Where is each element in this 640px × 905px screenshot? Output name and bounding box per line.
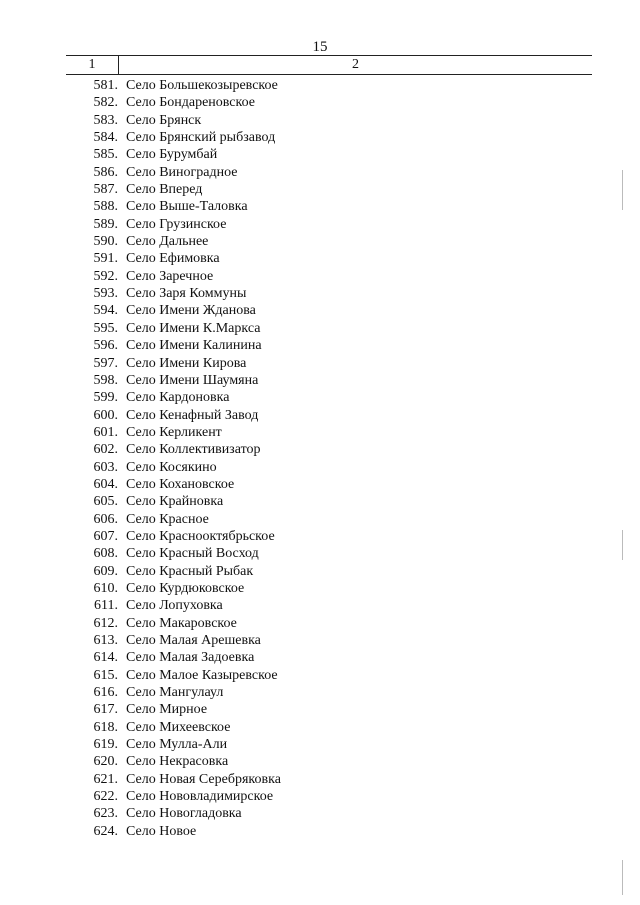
row-number: 619.	[93, 737, 118, 753]
settlement-name: Село Большекозыревское	[126, 78, 278, 93]
row-number: 600.	[93, 407, 118, 423]
row-number: 583.	[93, 112, 118, 128]
table-row	[66, 580, 592, 597]
settlement-name: Село Мангулаул	[126, 685, 224, 701]
row-number: 598.	[93, 372, 118, 388]
row-number: 607.	[93, 528, 118, 544]
row-number: 601.	[93, 424, 118, 440]
table-row	[66, 615, 592, 632]
row-number: 585.	[93, 147, 118, 163]
settlement-list	[66, 77, 592, 840]
row-number: 589.	[93, 216, 118, 232]
settlement-name: Село Некрасовка	[126, 754, 229, 770]
row-number: 611.	[94, 598, 118, 614]
row-number: 612.	[93, 615, 118, 631]
settlement-name: Село Вперед	[126, 182, 203, 198]
settlement-name: Село Малое Казыревское	[126, 667, 278, 683]
row-number: 623.	[93, 806, 118, 822]
table-row	[66, 129, 592, 146]
table-row	[66, 198, 592, 215]
settlement-name: Село Новогладовка	[126, 806, 242, 822]
table-row	[66, 805, 592, 822]
table-row	[66, 216, 592, 233]
row-number: 599.	[93, 390, 118, 406]
row-number: 617.	[93, 702, 118, 718]
settlement-name: Село Брянский рыбзавод	[126, 130, 276, 146]
table-row	[66, 372, 592, 389]
table-row	[66, 719, 592, 736]
table-row	[66, 823, 592, 840]
settlement-name: Село Курдюковское	[126, 580, 245, 596]
table-row	[66, 181, 592, 198]
table-row	[66, 753, 592, 770]
row-number: 593.	[93, 286, 118, 302]
table-row	[66, 112, 592, 129]
header-col-2: 2	[352, 57, 359, 72]
row-number: 613.	[93, 633, 118, 648]
table-row	[66, 320, 592, 337]
settlement-name: Село Красный Восход	[126, 546, 259, 562]
row-number: 594.	[93, 303, 118, 319]
table-row	[66, 407, 592, 424]
row-number: 588.	[93, 199, 118, 215]
scan-artifact	[622, 860, 623, 895]
settlement-name: Село Заречное	[126, 268, 214, 284]
settlement-name: Село Красный Рыбак	[126, 563, 254, 579]
settlement-name: Село Имени Калинина	[126, 338, 262, 354]
table-row	[66, 146, 592, 163]
settlement-name: Село Нововладимирское	[126, 789, 274, 805]
settlement-name: Село Крайновка	[126, 494, 224, 510]
page-number: 15	[312, 39, 328, 55]
settlement-name: Село Краснооктябрьское	[126, 528, 275, 544]
settlement-name: Село Малая Задоевка	[126, 650, 255, 666]
table-row	[66, 597, 592, 614]
settlement-name: Село Имени Жданова	[126, 303, 256, 319]
row-number: 604.	[93, 476, 118, 492]
settlement-name: Село Имени Кирова	[126, 355, 247, 371]
table-row	[66, 285, 592, 302]
table-row	[66, 424, 592, 441]
table-row	[66, 94, 592, 111]
settlement-name: Село Мирное	[126, 702, 208, 718]
scan-artifact	[622, 170, 623, 210]
row-number: 605.	[93, 494, 118, 510]
settlement-name: Село Имени Шаумяна	[126, 372, 259, 388]
row-number: 615.	[93, 667, 118, 683]
row-number: 608.	[93, 546, 118, 562]
settlement-name: Село Макаровское	[126, 615, 237, 631]
row-number: 590.	[93, 234, 118, 250]
row-number: 609.	[93, 563, 118, 579]
settlement-name: Село Бондареновское	[126, 95, 256, 111]
table-row	[66, 563, 592, 580]
settlement-name: Село Новая Серебряковка	[126, 771, 281, 787]
scan-artifact	[622, 530, 623, 560]
row-number: 602.	[93, 442, 118, 458]
row-number: 597.	[93, 355, 118, 371]
settlement-name: Село Михеевское	[126, 719, 231, 735]
row-number: 587.	[93, 182, 118, 198]
row-number: 603.	[93, 459, 118, 475]
table-row	[66, 268, 592, 285]
settlement-name: Село Бурумбай	[126, 147, 218, 163]
row-number: 621.	[93, 771, 118, 787]
settlement-name: Село Грузинское	[126, 216, 227, 232]
table-row	[66, 250, 592, 267]
settlement-name: Село Ефимовка	[126, 251, 220, 267]
table-row	[66, 459, 592, 476]
settlement-name: Село Коллективизатор	[126, 442, 261, 458]
header-col-1: 1	[66, 56, 119, 74]
row-number: 595.	[93, 320, 118, 336]
settlement-name: Село Брянск	[126, 112, 202, 128]
table-row	[66, 684, 592, 701]
table-row	[66, 632, 592, 649]
table-row	[66, 736, 592, 753]
row-number: 592.	[93, 268, 118, 284]
settlement-name: Село Красное	[126, 511, 209, 527]
table-row	[66, 493, 592, 510]
row-number: 622.	[93, 789, 118, 805]
row-number: 581.	[93, 78, 118, 93]
settlement-name: Село Косякино	[126, 459, 217, 475]
table-row	[66, 788, 592, 805]
table-row	[66, 389, 592, 406]
settlement-name: Село Новое	[126, 823, 197, 839]
table-row	[66, 649, 592, 666]
row-number: 584.	[93, 130, 118, 146]
row-number: 616.	[93, 685, 118, 701]
table-row	[66, 355, 592, 372]
row-number: 596.	[93, 338, 118, 354]
settlement-name: Село Кенафный Завод	[126, 407, 259, 423]
row-number: 610.	[93, 580, 118, 596]
settlement-name: Село Мулла-Али	[126, 737, 228, 753]
settlement-name: Село Керликент	[126, 424, 222, 440]
row-number: 606.	[93, 511, 118, 527]
settlement-name: Село Кохановское	[126, 476, 235, 492]
settlement-name: Село Кардоновка	[126, 390, 230, 406]
table-row	[66, 441, 592, 458]
table-row	[66, 302, 592, 319]
row-number: 624.	[93, 823, 118, 839]
row-number: 582.	[93, 95, 118, 111]
row-number: 586.	[93, 164, 118, 180]
settlement-name: Село Малая Арешевка	[126, 633, 261, 648]
table-row	[66, 233, 592, 250]
settlement-name: Село Лопуховка	[126, 598, 223, 614]
table-row	[66, 667, 592, 684]
settlement-name: Село Дальнее	[126, 234, 209, 250]
table-row	[66, 337, 592, 354]
row-number: 614.	[93, 650, 118, 666]
table-row	[66, 528, 592, 545]
settlement-name: Село Выше-Таловка	[126, 199, 248, 215]
settlement-name: Село Заря Коммуны	[126, 286, 247, 302]
row-number: 620.	[93, 754, 118, 770]
row-number: 618.	[93, 719, 118, 735]
table-row	[66, 511, 592, 528]
table-row	[66, 545, 592, 562]
settlement-name: Село Имени К.Маркса	[126, 320, 261, 336]
table-row	[66, 77, 592, 94]
row-number: 591.	[93, 251, 118, 267]
table-row	[66, 771, 592, 788]
table-header	[66, 55, 592, 75]
table-row	[66, 164, 592, 181]
settlement-name: Село Виноградное	[126, 164, 238, 180]
table-row	[66, 476, 592, 493]
table-row	[66, 701, 592, 718]
